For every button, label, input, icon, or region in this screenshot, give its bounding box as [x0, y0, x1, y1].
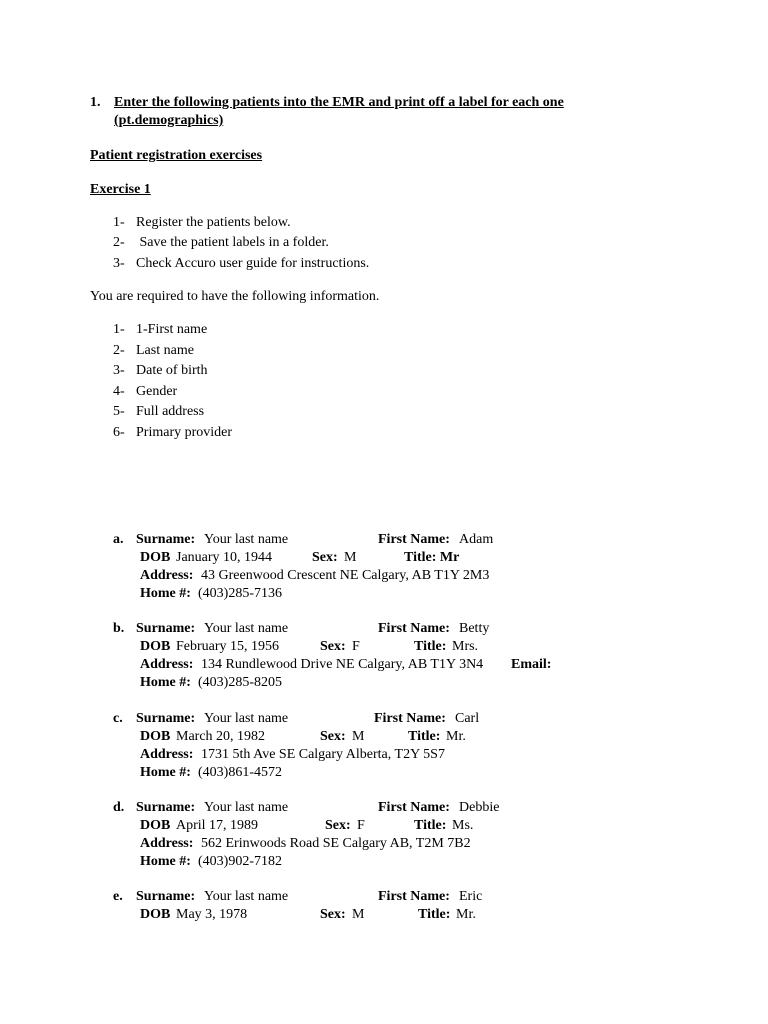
- patient-letter: a.: [113, 532, 124, 547]
- first-name-label: First Name:: [378, 621, 450, 636]
- field-text: Full address: [136, 404, 205, 419]
- dob-label: DOB: [140, 729, 171, 744]
- sex-label: Sex:: [312, 550, 338, 565]
- step-number: 3-: [113, 256, 125, 271]
- home-phone-label: Home #:: [140, 854, 191, 869]
- dob-value: March 20, 1982: [176, 729, 266, 744]
- dob-label: DOB: [140, 818, 171, 833]
- step-number: 1-: [113, 215, 125, 230]
- title-label: Title:: [408, 729, 441, 744]
- field-text: Last name: [136, 343, 194, 358]
- surname-value: Your last name: [204, 532, 289, 547]
- title-value: Mr.: [446, 729, 466, 744]
- instruction-line1: Enter the following patients into the EMR and print off a label for each one: [114, 95, 564, 110]
- surname-value: Your last name: [204, 711, 289, 726]
- title-label: Title: Mr: [404, 550, 460, 565]
- home-phone-label: Home #:: [140, 586, 191, 601]
- email-label: Email:: [511, 657, 552, 672]
- address-label: Address:: [140, 836, 194, 851]
- section-heading: Patient registration exercises: [90, 148, 263, 163]
- title-value: Mr.: [456, 907, 476, 922]
- surname-label: Surname:: [136, 889, 196, 904]
- title-label: Title:: [418, 907, 451, 922]
- first-name-label: First Name:: [378, 532, 450, 547]
- surname-value: Your last name: [204, 621, 289, 636]
- sex-value: M: [344, 550, 357, 565]
- sex-value: M: [352, 729, 365, 744]
- sex-label: Sex:: [320, 729, 346, 744]
- step-number: 2-: [113, 235, 125, 250]
- dob-label: DOB: [140, 550, 171, 565]
- surname-value: Your last name: [204, 800, 289, 815]
- field-text: Primary provider: [136, 425, 233, 440]
- address-label: Address:: [140, 747, 194, 762]
- address-value: 562 Erinwoods Road SE Calgary AB, T2M 7B2: [201, 836, 471, 851]
- address-label: Address:: [140, 568, 194, 583]
- title-value: Ms.: [452, 818, 474, 833]
- surname-label: Surname:: [136, 532, 196, 547]
- patient-letter: b.: [113, 621, 125, 636]
- sex-value: M: [352, 907, 365, 922]
- first-name-value: Debbie: [459, 800, 500, 815]
- sex-label: Sex:: [320, 907, 346, 922]
- first-name-value: Betty: [459, 621, 490, 636]
- first-name-label: First Name:: [374, 711, 446, 726]
- instruction-line2: (pt.demographics): [114, 113, 224, 128]
- address-value: 1731 5th Ave SE Calgary Alberta, T2Y 5S7: [201, 747, 445, 762]
- sex-value: F: [352, 639, 360, 654]
- home-phone-value: (403)285-8205: [198, 675, 282, 690]
- first-name-value: Carl: [455, 711, 480, 726]
- dob-value: April 17, 1989: [176, 818, 259, 833]
- surname-label: Surname:: [136, 800, 196, 815]
- home-phone-value: (403)902-7182: [198, 854, 282, 869]
- title-label: Title:: [414, 818, 447, 833]
- first-name-value: Adam: [459, 532, 494, 547]
- field-number: 3-: [113, 363, 125, 378]
- title-label: Title:: [414, 639, 447, 654]
- exercise-heading: Exercise 1: [90, 182, 151, 197]
- field-text: 1-First name: [136, 322, 208, 337]
- sex-label: Sex:: [320, 639, 346, 654]
- surname-label: Surname:: [136, 711, 196, 726]
- surname-label: Surname:: [136, 621, 196, 636]
- address-label: Address:: [140, 657, 194, 672]
- field-number: 1-: [113, 322, 125, 337]
- patient-letter: c.: [113, 711, 123, 726]
- sex-label: Sex:: [325, 818, 351, 833]
- dob-label: DOB: [140, 907, 171, 922]
- field-number: 2-: [113, 343, 125, 358]
- step-text: Register the patients below.: [136, 215, 291, 230]
- field-number: 4-: [113, 384, 125, 399]
- required-intro: You are required to have the following information.: [90, 289, 380, 304]
- field-number: 5-: [113, 404, 125, 419]
- home-phone-value: (403)861-4572: [198, 765, 282, 780]
- sex-value: F: [357, 818, 365, 833]
- dob-value: May 3, 1978: [176, 907, 248, 922]
- dob-value: February 15, 1956: [176, 639, 280, 654]
- patient-letter: d.: [113, 800, 125, 815]
- dob-label: DOB: [140, 639, 171, 654]
- dob-value: January 10, 1944: [176, 550, 273, 565]
- first-name-label: First Name:: [378, 889, 450, 904]
- home-phone-value: (403)285-7136: [198, 586, 282, 601]
- field-number: 6-: [113, 425, 125, 440]
- address-value: 134 Rundlewood Drive NE Calgary, AB T1Y 3N4: [201, 657, 484, 672]
- field-text: Gender: [136, 384, 178, 399]
- field-text: Date of birth: [136, 363, 208, 378]
- instruction-number: 1.: [90, 95, 101, 110]
- step-text: Save the patient labels in a folder.: [136, 235, 329, 250]
- first-name-label: First Name:: [378, 800, 450, 815]
- step-text: Check Accuro user guide for instructions.: [136, 256, 370, 271]
- patient-letter: e.: [113, 889, 123, 904]
- address-value: 43 Greenwood Crescent NE Calgary, AB T1Y 2M3: [201, 568, 490, 583]
- surname-value: Your last name: [204, 889, 289, 904]
- home-phone-label: Home #:: [140, 765, 191, 780]
- home-phone-label: Home #:: [140, 675, 191, 690]
- title-value: Mrs.: [452, 639, 479, 654]
- first-name-value: Eric: [459, 889, 483, 904]
